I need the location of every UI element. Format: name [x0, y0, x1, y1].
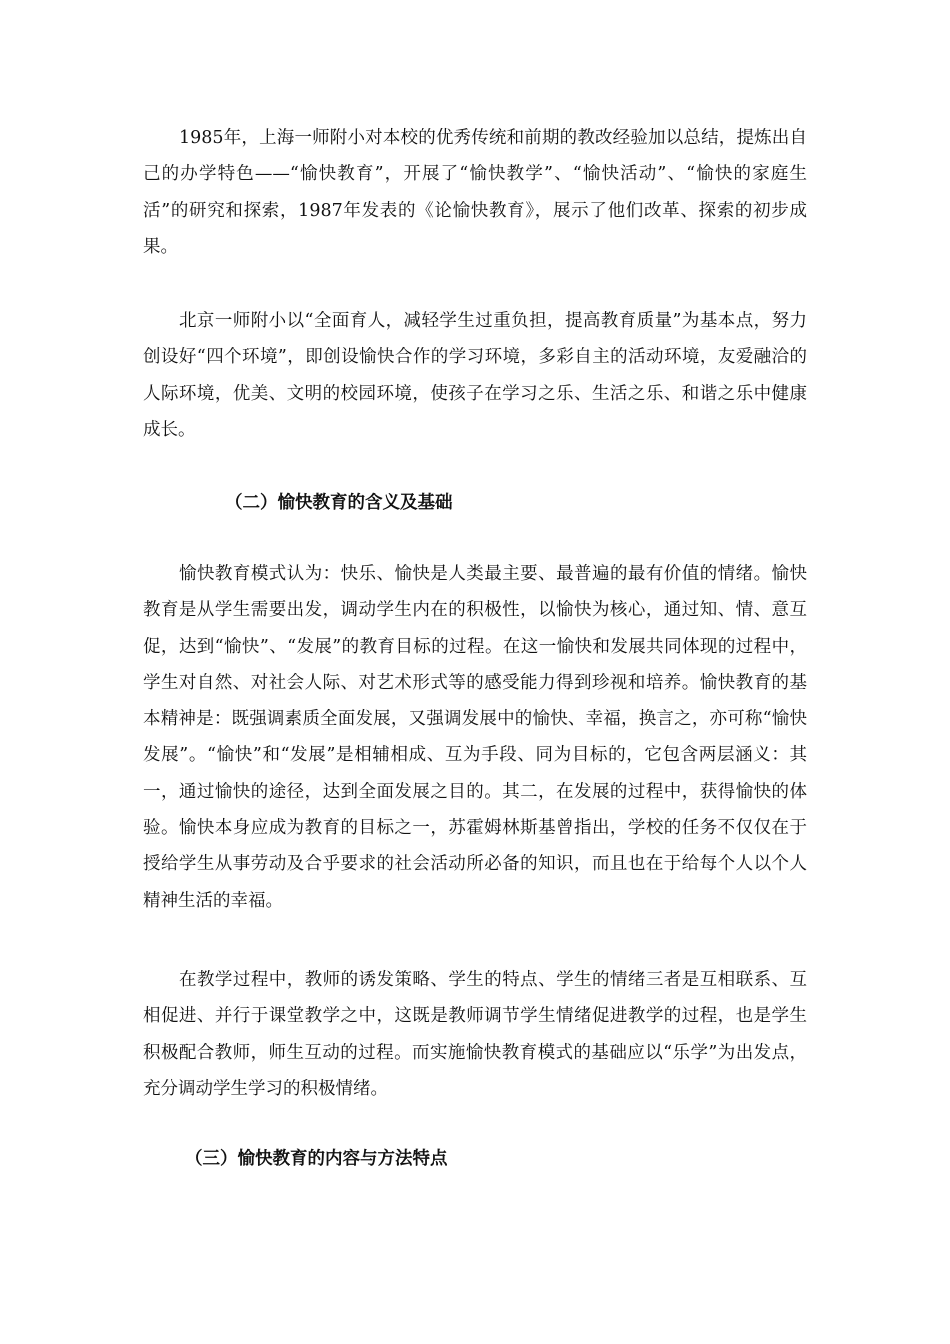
paragraph-beijing-school: 北京一师附小以“全面育人，减轻学生过重负担，提高教育质量”为基本点，努力创设好“四个环境”，即创设愉快合作的学习环境，多彩自主的活动环境，友爱融洽的人际环境，优美、文明的校园环境，使孩子在学习之乐、生活之乐、和谐之乐中健康成长。: [143, 311, 807, 440]
section-heading-2: （二）愉快教育的含义及基础: [225, 493, 453, 513]
paragraph-teaching-process: 在教学过程中，教师的诱发策略、学生的特点、学生的情绪三者是互相联系、互相促进、并行于课堂教学之中，这既是教师调节学生情绪促进教学的过程，也是学生积极配合教师，师生互动的过程。而实施愉快教育模式的基础应以“乐学”为出发点，充分调动学生学习的积极情绪。: [143, 970, 807, 1099]
paragraph-definition: 愉快教育模式认为：快乐、愉快是人类最主要、最普遍的最有价值的情绪。愉快教育是从学生需要出发，调动学生内在的积极性，以愉快为核心，通过知、情、意互促，达到“愉快”、“发展”的教育目标的过程。在这一愉快和发展共同体现的过程中，学生对自然、对社会人际、对艺术形式等的感受能力得到珍视和培养。愉快教育的基本精神是：既强调素质全面发展，又强调发展中的愉快、幸福，换言之，亦可称“愉快发展”。“愉快”和“发展”是相辅相成、互为手段、同为目标的，它包含两层涵义：其一，通过愉快的途径，达到全面发展之目的。其二，在发展的过程中，获得愉快的体验。愉快本身应成为教育的目标之一，苏霍姆林斯基曾指出，学校的任务不仅仅在于授给学生从事劳动及合乎要求的社会活动所必备的知识，而且也在于给每个人以个人精神生活的幸福。: [143, 564, 807, 911]
paragraph-shanghai-school: 1985年，上海一师附小对本校的优秀传统和前期的教改经验加以总结，提炼出自己的办学特色——“愉快教育”，开展了“愉快教学”、“愉快活动”、“愉快的家庭生活”的研究和探索，1987年发表的《论愉快教育》，展示了他们改革、探索的初步成果。: [143, 128, 807, 257]
section-heading-3: （三）愉快教育的内容与方法特点: [185, 1149, 448, 1169]
